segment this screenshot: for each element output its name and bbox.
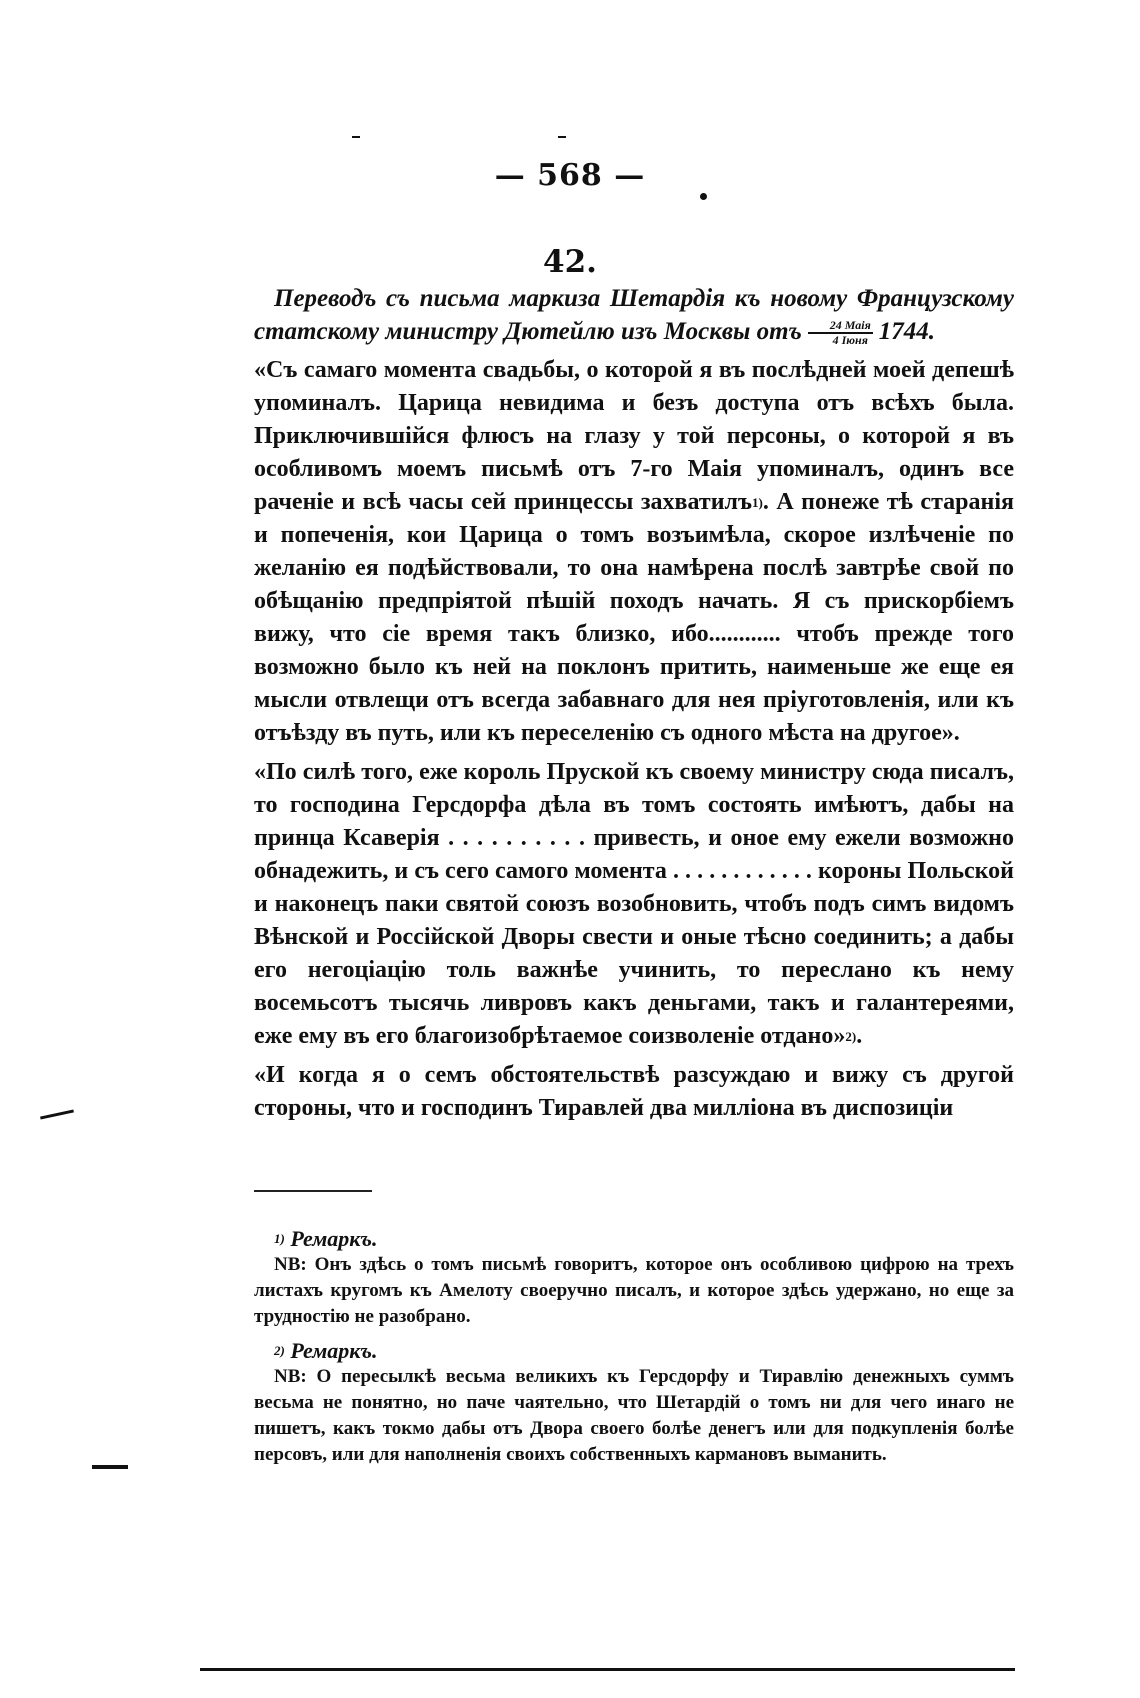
scan-mark-left-1	[40, 1109, 74, 1119]
heading-year: 1744.	[878, 318, 936, 345]
footnote-ref-2: 2)	[845, 1029, 857, 1044]
paragraph-1-text-after: . А понеже тѣ старанія и попеченія, кои Царица о томъ возъимѣла, скорое излѣченіе по желанію ея подѣйствовали, то она намѣрена послѣ завтрѣе свой по обѣщанію предпріятой пѣшій походъ начать. Я съ прискорбіемъ вижу, что сіе время такъ близко, ибо............ чтобъ прежде того возможно было къ ней на поклонъ притить, наименьше же еще ея мысли отвлещи отъ всегда забавнаго для нея пріуготовленія, или къ отъѣзду въ путь, или къ переселенію съ одного мѣста на другое».	[254, 489, 1014, 746]
footnote-2-title-text: Ремаркъ.	[290, 1338, 378, 1363]
date-denominator: 4 Іюня	[832, 333, 868, 348]
paragraph-3-text: «И когда я о семъ обстоятельствѣ разсуждаю и вижу съ другой стороны, что и господинъ Тиравлей два милліона въ диспозиціи	[254, 1062, 1014, 1121]
paragraph-1-text: «Съ самаго момента свадьбы, о которой я въ послѣдней моей депешѣ упоминалъ. Царица невидима и безъ доступа отъ всѣхъ была. Приключившійся флюсъ на глазу у той персоны, о которой я въ особливомъ моемъ письмѣ отъ 7-го Маія упоминалъ, одинъ все раченіе и всѣ часы сей принцессы захватилъ	[254, 357, 1014, 515]
footnote-separator	[254, 1190, 372, 1192]
footnote-1-title-text: Ремаркъ.	[290, 1226, 378, 1251]
paragraph-3	[254, 1059, 1014, 1125]
document-heading	[254, 282, 1014, 348]
scan-mark-top-2	[558, 136, 566, 138]
scan-dot	[700, 193, 707, 200]
scan-mark-top-1	[352, 136, 360, 138]
footnote-1-text: NB: Онъ здѣсь о томъ письмѣ говоритъ, которое онъ особливою цифрою на трехъ листахъ кругомъ къ Амелоту своеручно писалъ, и которое здѣсь удержано, но еще за трудностію не разобрано.	[254, 1254, 1014, 1327]
main-text	[254, 282, 1014, 1125]
paragraph-1	[254, 354, 1014, 750]
footnote-2-title	[274, 1338, 1014, 1364]
footnote-1-title	[274, 1226, 1014, 1252]
page-bottom-rule	[200, 1668, 1015, 1671]
paragraph-2-text-after: .	[856, 1023, 863, 1049]
footnote-ref-1: 1)	[751, 495, 763, 510]
date-numerator: 24 Маія	[808, 319, 873, 334]
footnote-2-text: NB: О пересылкѣ весьма великихъ къ Герсдорфу и Тиравлію денежныхъ суммъ весьма не понятно, но паче чаятельно, что Шетардій о томъ ни для чего инаго не пишетъ, какъ токмо дабы отъ Двора своего болѣе денегъ или для подкупленія болѣе персовъ, или для наполненія своихъ собственныхъ кармановъ выманить.	[254, 1366, 1014, 1465]
document-number: 42.	[543, 244, 597, 280]
footnote-1-mark: 1)	[274, 1231, 285, 1246]
paragraph-2-text: «По силѣ того, еже король Пруской къ своему министру сюда писалъ, то господина Герсдорфа дѣла въ томъ состоять имѣютъ, дабы на принца Ксаверія . . . . . . . . . . привесть, и оное ему ежели возможно обнадежить, и съ сего самого момента . . . . . . . . . . . . короны Польской и наконецъ паки святой союзъ возобновить, чтобъ подъ симъ видомъ Вѣнской и Россійской Дворы свести и оные тѣсно соединить; а дабы его негоціацію толь важнѣе учинить, то переслано къ нему восемьсотъ тысячь ливровъ какъ деньгами, такъ и галантереями, еже ему въ его благоизобрѣтаемое соизволеніе отдано»	[254, 759, 1014, 1049]
paragraph-2	[254, 756, 1014, 1053]
heading-date-fraction	[808, 319, 873, 347]
footnotes	[254, 1226, 1014, 1476]
footnote-2-mark: 2)	[274, 1343, 285, 1358]
scan-mark-left-2	[92, 1465, 128, 1469]
heading-text: Переводъ съ письма маркиза Шетардія къ новому Французскому статскому министру Дютейлю изъ Москвы отъ	[254, 285, 1014, 345]
page-number: — 568 —	[494, 158, 646, 193]
